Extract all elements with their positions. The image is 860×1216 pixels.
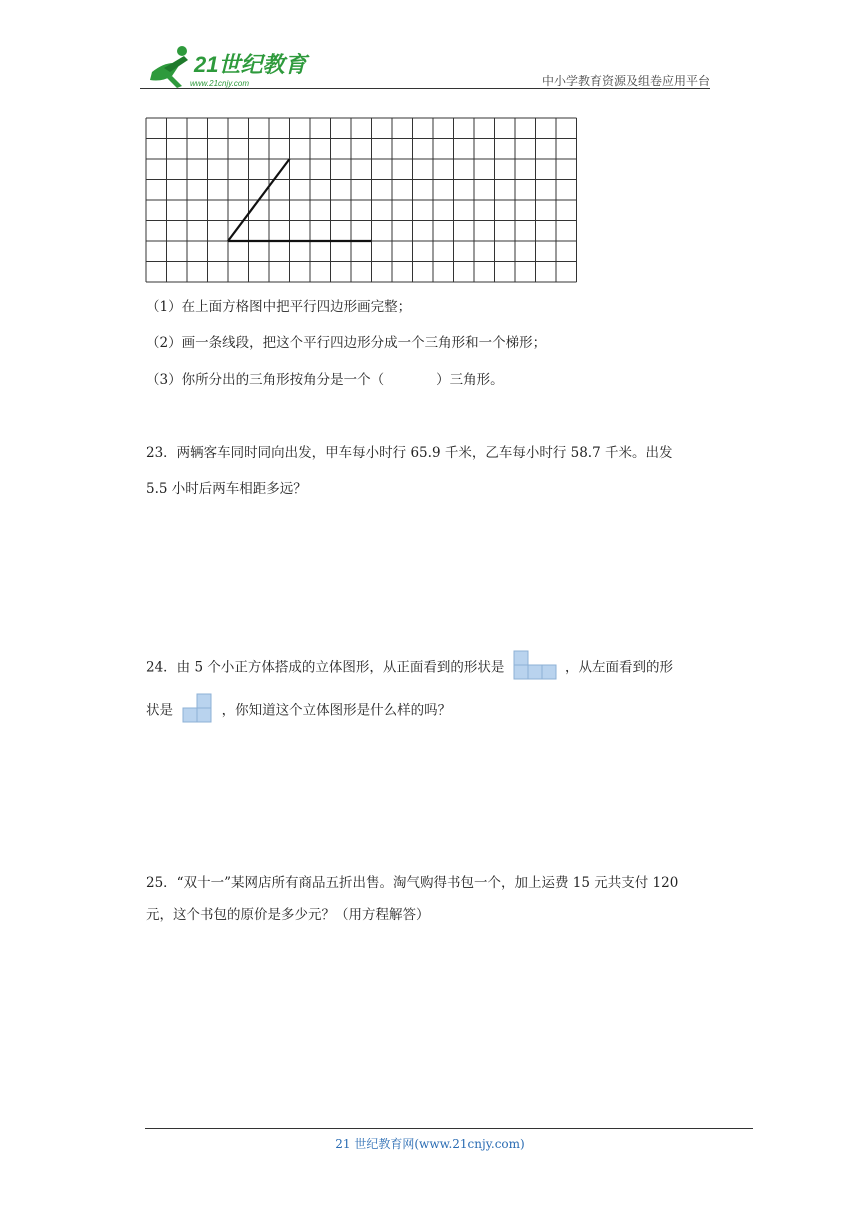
q24-line2	[146, 693, 451, 729]
grid-svg	[145, 117, 579, 285]
grid-figure	[145, 117, 579, 289]
footer-divider	[145, 1128, 753, 1129]
logo-title: 21世纪教育	[194, 52, 307, 77]
q22-part3-post: ）三角形。	[436, 372, 504, 388]
q22-part2: （2）画一条线段，把这个平行四边形分成一个三角形和一个梯形；	[146, 335, 547, 351]
header-platform-text: 中小学教育资源及组卷应用平台	[541, 74, 710, 88]
header-divider	[140, 88, 710, 89]
q24-line2-pre: 状是	[146, 702, 173, 719]
footer-text: 21 世纪教育网(www.21cnjy.com)	[335, 1137, 525, 1151]
q25-line1: 25．“双十一”某网店所有商品五折出售。淘气购得书包一个，加上运费 15 元共支付 120	[146, 875, 679, 891]
runner-logo-icon	[150, 46, 188, 88]
q23-line1: 23．两辆客车同时同向出发，甲车每小时行 65.9 千米，乙车每小时行 58.7 千米。出发	[146, 445, 673, 461]
q25-line2: 元，这个书包的原价是多少元？（用方程解答）	[146, 907, 430, 923]
q22-part3	[146, 370, 504, 390]
logo-url: www.21cnjy.com	[190, 79, 249, 88]
q24-line1	[146, 650, 673, 686]
q24-line1-post: ，从左面看到的形	[564, 659, 673, 676]
q24-line2-post: ，你知道这个立体图形是什么样的吗？	[221, 702, 452, 719]
q24-line1-pre: 24．由 5 个小正方体搭成的立体图形，从正面看到的形状是	[146, 659, 505, 676]
front-view-figure	[513, 650, 557, 686]
q22-part3-pre: （3）你所分出的三角形按角分是一个（	[146, 372, 385, 388]
left-view-figure	[181, 693, 213, 729]
q23-line2: 5.5 小时后两车相距多远？	[146, 481, 307, 497]
site-logo	[142, 42, 322, 90]
q22-part1: （1）在上面方格图中把平行四边形画完整；	[146, 299, 412, 315]
